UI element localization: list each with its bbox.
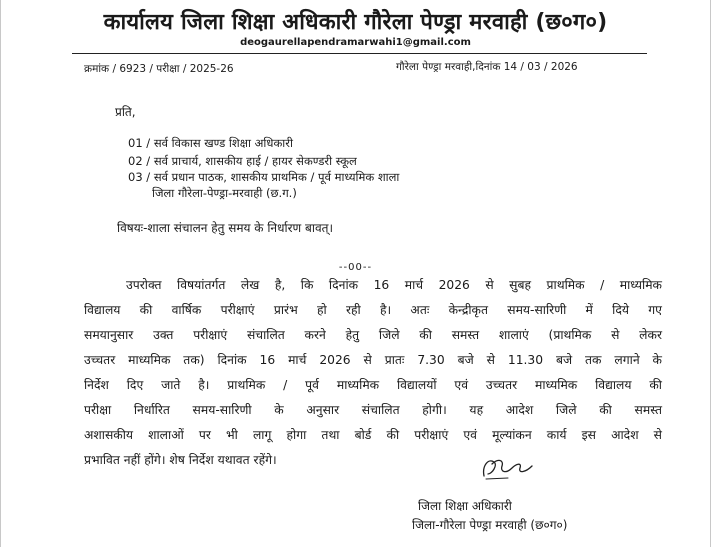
letter-subject: विषयः-शाला संचालन हेतु समय के निर्धारण बावत्। xyxy=(117,221,334,235)
separator: --00-- xyxy=(338,262,373,273)
addressee-district: जिला गौरेला-पेण्ड्रा-मरवाही (छ.ग.) xyxy=(152,186,297,200)
addressee-line: 01 / सर्व विकास खण्ड शिक्षा अधिकारी xyxy=(128,136,293,150)
addressee-line: 03 / सर्व प्रधान पाठक, शासकीय प्राथमिक / पूर्व माध्यमिक शाला xyxy=(128,170,400,184)
page-left-border xyxy=(0,0,1,547)
body-line: निर्देश दिए जाते है। प्राथमिक / पूर्व माध्यमिक विद्यालयों एवं उच्चतर माध्यमिक विद्यालय की xyxy=(84,378,662,392)
body-line: अशासकीय शालाओं पर भी लागू होगा तथा बोर्ड की परीक्षाएं एवं मूल्यांकन कार्य इस आदेश से xyxy=(84,428,662,442)
body-line: उच्चतर माध्यमिक तक) दिनांक 16 मार्च 2026 से प्रातः 7.30 बजे से 11.30 बजे तक लगाने के xyxy=(84,353,662,367)
signatory-designation: जिला शिक्षा अधिकारी xyxy=(418,499,512,513)
place-date: गौरेला पेण्ड्रा मरवाही,दिनांक 14 / 03 / 2026 xyxy=(396,61,578,73)
body-line: विद्यालय की वार्षिक परीक्षाएं प्रारंभ हो रही है। अतः केन्द्रीकृत समय-सारिणी में दिये गए xyxy=(84,303,662,317)
signature-scribble xyxy=(478,452,534,484)
body-line: समयानुसार उक्त परीक्षाएं संचालित करने हेतु जिले की समस्त शालाएं (प्राथमिक से लेकर xyxy=(84,328,662,342)
addressee-heading: प्रति, xyxy=(115,105,136,119)
body-line: परीक्षा निर्धारित समय-सारिणी के अनुसार संचालित होगी। यह आदेश जिले की समस्त xyxy=(84,403,662,417)
reference-number: क्रमांक / 6923 / परीक्षा / 2025-26 xyxy=(84,63,234,75)
signatory-place: जिला-गौरेला पेण्ड्रा मरवाही (छ०ग०) xyxy=(412,518,568,532)
addressee-line: 02 / सर्व प्राचार्य, शासकीय हाई / हायर सेकण्डरी स्कूल xyxy=(128,154,357,168)
header-rule xyxy=(72,53,647,54)
office-title: कार्यालय जिला शिक्षा अधिकारी गौरेला पेण्ड्रा मरवाही (छ०ग०) xyxy=(103,10,608,35)
body-line: उपरोक्त विषयांतर्गत लेख है, कि दिनांक 16 मार्च 2026 से सुबह प्राथमिक / माध्यमिक xyxy=(126,278,662,292)
office-email: deogaurellapendramarwahi1@gmail.com xyxy=(240,37,471,48)
body-line: प्रभावित नहीं होंगे। शेष निर्देश यथावत रहेंगे। xyxy=(84,453,277,467)
